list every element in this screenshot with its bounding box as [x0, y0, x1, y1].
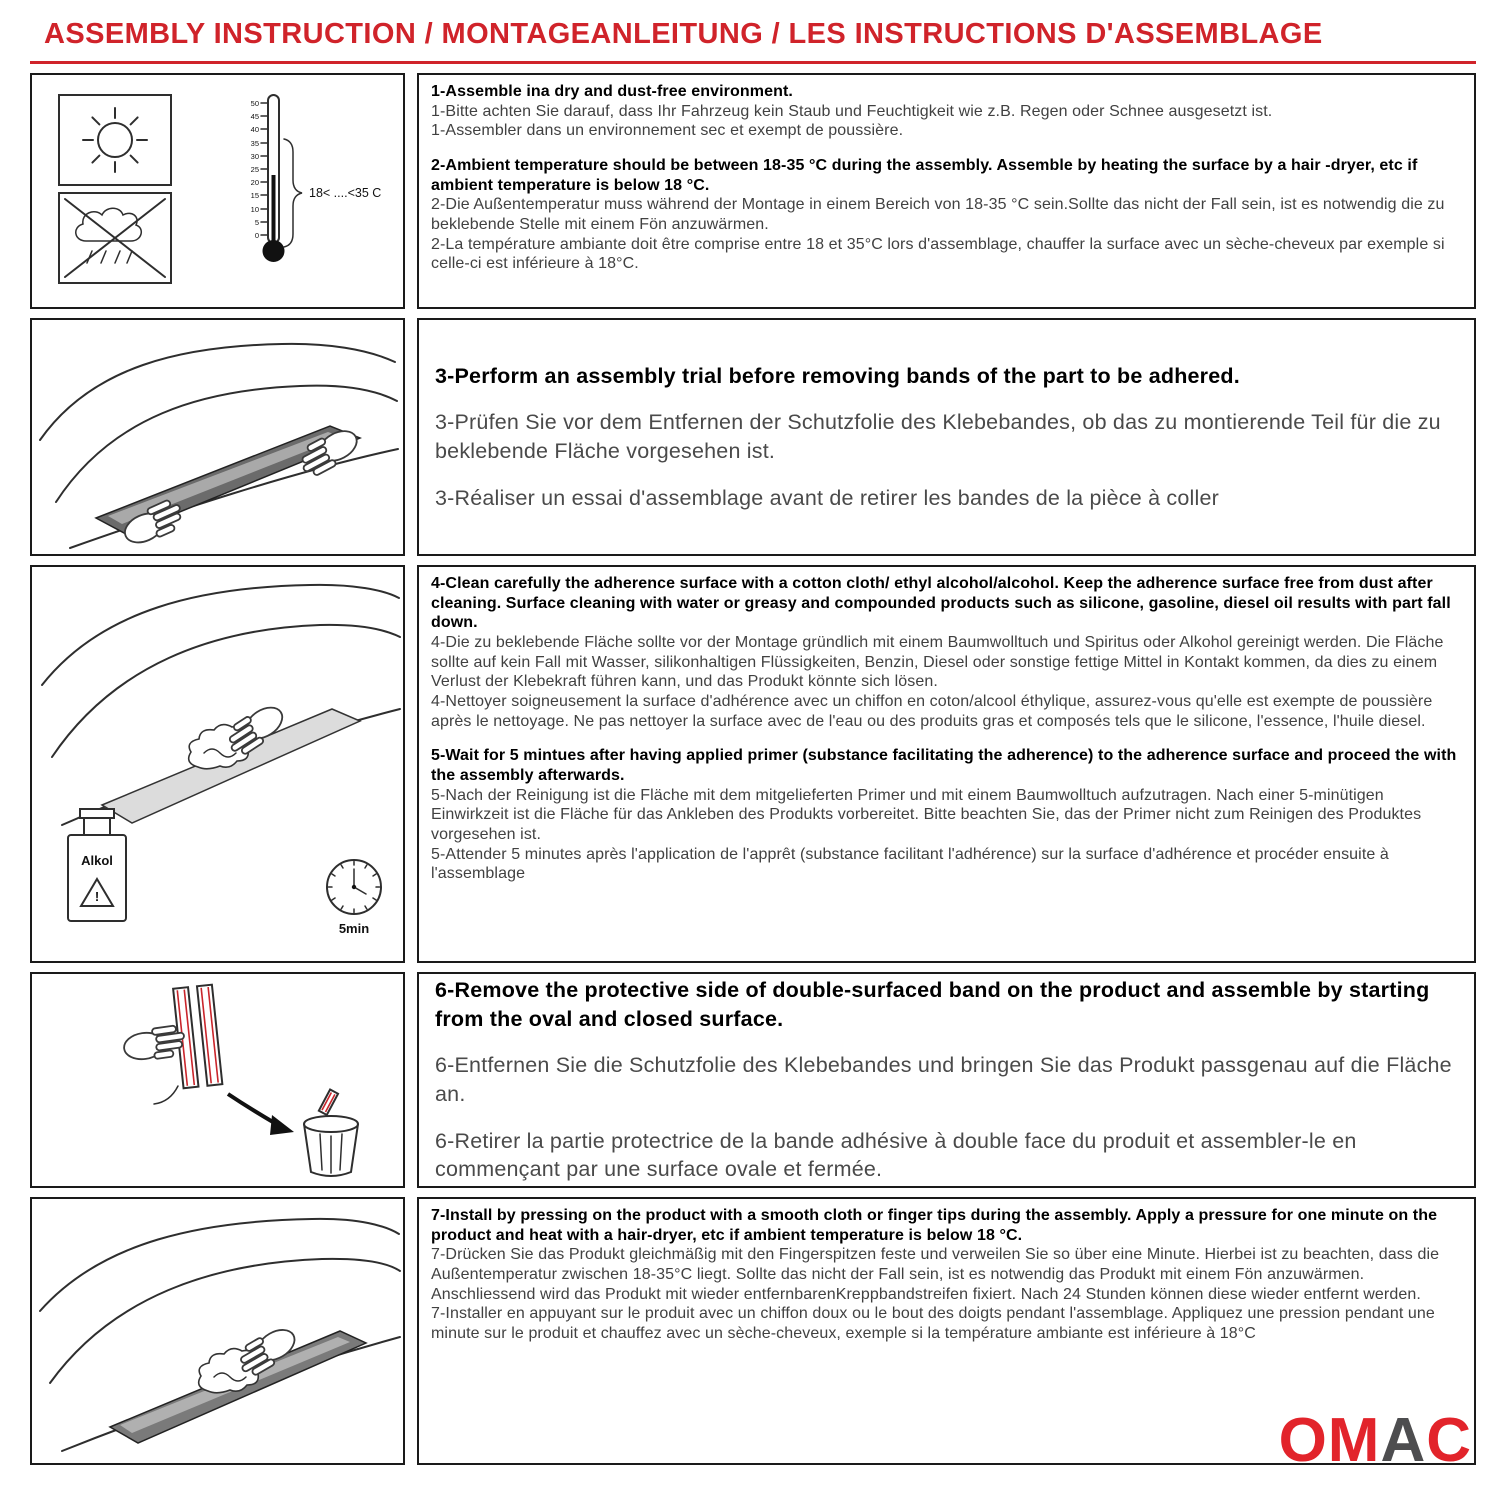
step1-text-de: 1-Bitte achten Sie darauf, dass Ihr Fahrzeug kein Staub und Feuchtigkeit wie z.B. Regen oder Schnee ausgesetzt ist.: [431, 102, 1273, 120]
arrowhead: [270, 1115, 294, 1135]
range-brace: [284, 139, 302, 247]
press-install-svg: [32, 1199, 403, 1463]
svg-text:15: 15: [250, 191, 259, 200]
textbox-step-4-5: [417, 565, 1476, 963]
svg-text:35: 35: [250, 139, 259, 148]
step4-text-en: 4-Clean carefully the adherence surface with a cotton cloth/ ethyl alcohol/alcohol. Keep the adherence surface free from dust after cleaning. Surface cleaning with water or greasy and compounded products such as silicone, gasoline, diesel oil results with part fall down.: [431, 575, 1451, 632]
omac-logo: [1278, 1406, 1472, 1475]
thermometer-icon: [251, 95, 382, 262]
trash-bin-icon: [304, 1090, 358, 1176]
svg-text:25: 25: [250, 165, 259, 174]
bottle-label: Alkol: [81, 853, 113, 868]
svg-text:30: 30: [250, 152, 259, 161]
step6-text-de: 6-Entfernen Sie die Schutzfolie des Klebebandes und bringen Sie das Produkt passgenau auf die Fläche an.: [435, 1053, 1452, 1106]
step6-text-en: 6-Remove the protective side of double-surfaced band on the product and assemble by starting from the oval and closed surface.: [435, 978, 1430, 1031]
textbox-step-1-2: [417, 73, 1476, 309]
step5-text-de: 5-Nach der Reinigung ist die Fläche mit dem mitgelieferten Primer und mit einem Baumwolltuch aufzutragen. Nach einer 5-minütigen Einwirkzeit ist die Fläche für das Ankleben des Produkts vorbereitet. Bitte beachten Sie, das der Primer nicht zum Reinigen des Produktes vorgesehen ist.: [431, 786, 1422, 844]
section-assembly-trial: [30, 318, 1476, 556]
step1-text-fr: 1-Assembler dans un environnement sec et exempt de poussière.: [431, 122, 904, 140]
step2-text-en: 2-Ambient temperature should be between 18-35 °C during the assembly. Assemble by heating the surface by a hair -dryer, etc if ambient temperature is below 18 °C.: [431, 157, 1418, 194]
illustration-cleaning: [30, 565, 405, 963]
page-title: ASSEMBLY INSTRUCTION / MONTAGEANLEITUNG / LES INSTRUCTIONS D'ASSEMBLAGE: [30, 18, 1476, 64]
clock-icon: [327, 860, 381, 936]
step3-text-fr: 3-Réaliser un essai d'assemblage avant de retirer les bandes de la pièce à coller: [435, 485, 1219, 510]
step5-text-fr: 5-Attender 5 minutes après l'application de l'apprêt (substance facilitant l'adhérence) sur la surface d'adhérence et procéder ensuite à l'assemblage: [431, 845, 1389, 883]
illustration-assembly-trial: [30, 318, 405, 556]
step6-text-fr: 6-Retirer la partie protectrice de la bande adhésive à double face du produit et assembler-le en commençant par une surface ovale et fermée.: [435, 1128, 1357, 1182]
warning-mark: !: [94, 889, 100, 904]
cleaning-scene-svg: [32, 567, 403, 961]
svg-text:5: 5: [254, 218, 259, 227]
step7-text-de: 7-Drücken Sie das Produkt gleichmäßig mit den Fingerspitzen feste und verweilen Sie so über eine Minute. Hierbei ist zu beachten, dass die Außentemperatur zwischen 18-35°C liegt. Sollte das nicht der Fall sein, ist es notwendig das Produkt mit einem Fön anzuwärmen. Anschliessend wird das Produkt mit wieder entfernbarenKreppbandstreifen fixiert. Nach 24 Stunden können diese wieder entfernt werden.: [431, 1246, 1440, 1303]
illustration-remove-band: [30, 972, 405, 1188]
peeled-film: [154, 1086, 178, 1104]
door-sill-scene: [42, 585, 400, 825]
section-environment-temperature: [30, 73, 1476, 309]
step4-text-de: 4-Die zu beklebende Fläche sollte vor der Montage gründlich mit einem Baumwolltuch und Spiritus oder Alkohol gereinigt werden. Die Fläche sollte auf kein Fall mit Wasser, silikonhaltigen Flüssigkeiten, Benzin, Diesel oder sonstige fettige Mittel in Kontakt kommen, da dies zu einem Verlust der Klebekraft führen kann, und das Produkt könnte sich lösen.: [431, 634, 1444, 691]
textbox-step-6: [417, 972, 1476, 1188]
svg-text:20: 20: [250, 178, 259, 187]
wait-time-label: 5min: [338, 921, 370, 936]
svg-text:40: 40: [250, 125, 259, 134]
logo-part-om: OM: [1278, 1406, 1381, 1475]
door-sill-trial-svg: [32, 320, 403, 554]
step5-text-en: 5-Wait for 5 mintues after having applied primer (substance facilitating the adherence) to the adherence surface and proceed the with the assembly afterwards.: [431, 747, 1457, 785]
step7-text-en: 7-Install by pressing on the product with a smooth cloth or finger tips during the assembly. Apply a pressure for one minute on the product and heat with a hair-dryer, etc if ambient temperature is below 18 °C.: [431, 1207, 1438, 1244]
temperature-illustration-svg: [32, 75, 403, 307]
alcohol-bottle-icon: [68, 809, 126, 921]
step7-text-fr: 7-Installer en appuyant sur le produit avec un chiffon doux ou le bout des doigts pendant l'assemblage. Appliquez une pression pendant une minute sur le produit et chauffez avec un sèche-cheveux, exemple si la température ambiante est inférieure à 18°C: [431, 1305, 1435, 1343]
sun-icon: [59, 95, 171, 185]
step4-text-fr: 4-Nettoyer soigneusement la surface d'adhérence avec un chiffon en coton/alcool éthylique, assurez-vous qu'elle est exempte de poussière après le nettoyage. Ne pas nettoyer la surface avec de l'eau ou des produits gras et composés tels que le silicone, l'essence, l'huile diesel.: [431, 693, 1433, 730]
section-remove-band: [30, 972, 1476, 1188]
textbox-step-3: [417, 318, 1476, 556]
svg-text:10: 10: [250, 205, 259, 214]
logo-part-c: C: [1426, 1406, 1472, 1475]
step3-text-en: 3-Perform an assembly trial before removing bands of the part to be adhered.: [435, 363, 1240, 388]
step3-text-de: 3-Prüfen Sie vor dem Entfernen der Schutzfolie des Klebebandes, ob das zu montierende Teil für die zu beklebende Fläche vorgesehen ist.: [435, 410, 1441, 463]
illustration-press-install: [30, 1197, 405, 1465]
illustration-temperature: [30, 73, 405, 309]
temperature-range-label: 18< ....<35 C: [309, 186, 382, 200]
remove-band-svg: [32, 974, 403, 1186]
step2-text-fr: 2-La température ambiante doit être comprise entre 18 et 35°C lors d'assemblage, chauffer la surface avec un sèche-cheveux par exemple si celle-ci est inférieure à 18°C.: [431, 235, 1445, 273]
svg-text:0: 0: [254, 231, 259, 240]
svg-text:45: 45: [250, 112, 259, 121]
step1-text-en: 1-Assemble ina dry and dust-free environment.: [431, 83, 793, 100]
door-sill-scene: [40, 1219, 400, 1451]
section-press-install: [30, 1197, 1476, 1465]
section-cleaning-primer: [30, 565, 1476, 963]
step2-text-de: 2-Die Außentemperatur muss während der Montage in einem Bereich von 18-35 °C sein.Sollte das nicht der Fall sein, ist es notwendig die zu beklebende Stelle mit einem Fön anzuwärmen.: [431, 196, 1445, 234]
svg-text:50: 50: [250, 99, 259, 108]
arrow-to-bin: [228, 1094, 278, 1125]
no-rain-icon: [59, 193, 171, 283]
logo-part-a: A: [1380, 1406, 1427, 1475]
